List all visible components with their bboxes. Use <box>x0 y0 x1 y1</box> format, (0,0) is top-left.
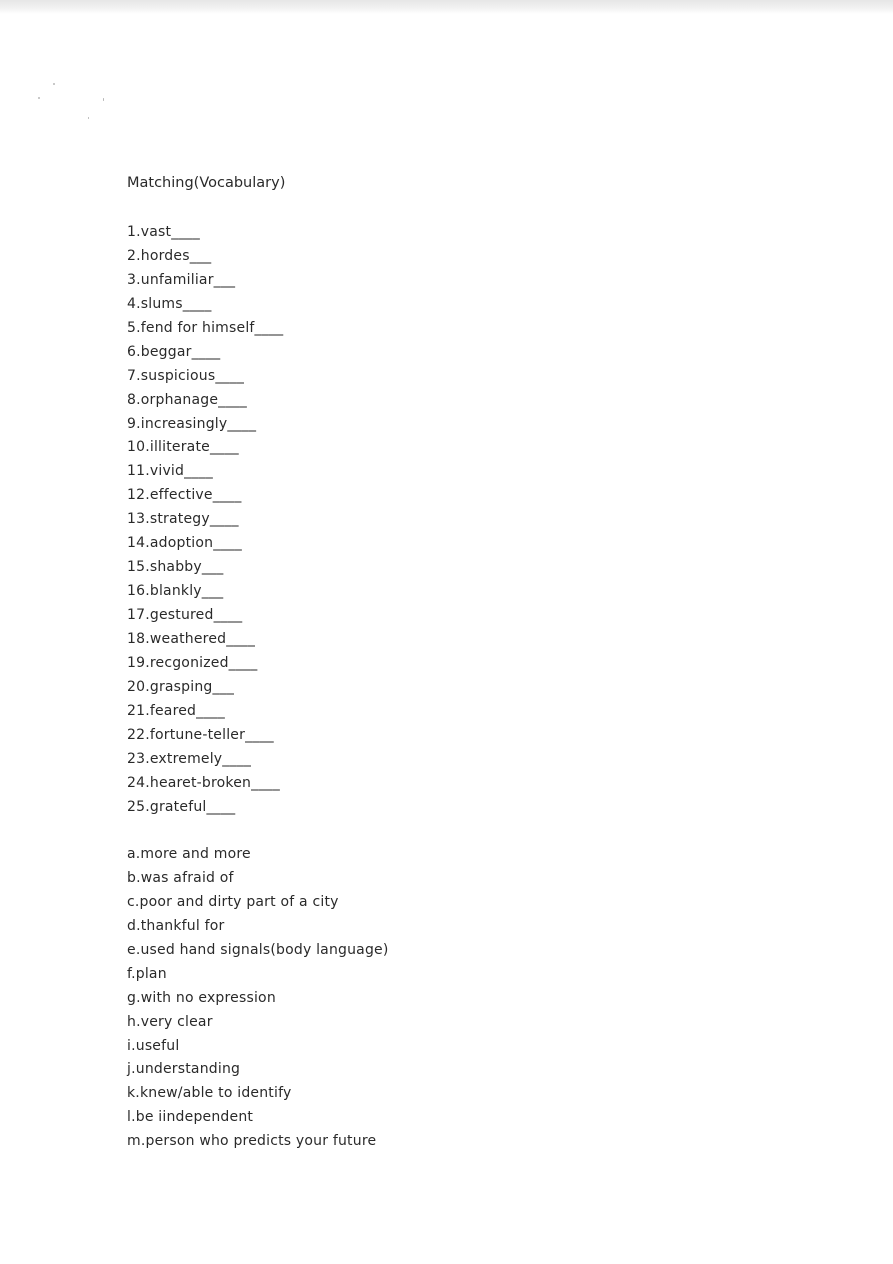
definition-list <box>127 843 389 1154</box>
term-item: 9.increasingly____ <box>127 415 257 432</box>
definition-item: i.useful <box>127 1037 180 1054</box>
term-item: 25.grateful____ <box>127 798 236 815</box>
term-item: 19.recgonized____ <box>127 654 258 671</box>
definition-item: b.was afraid of <box>127 869 234 886</box>
definition-item: f.plan <box>127 965 167 982</box>
term-item: 24.hearet-broken____ <box>127 774 280 791</box>
term-item: 16.blankly___ <box>127 583 224 600</box>
term-item: 3.unfamiliar___ <box>127 271 236 288</box>
term-item: 4.slums____ <box>127 295 212 312</box>
definition-item: c.poor and dirty part of a city <box>127 893 339 910</box>
term-item: 15.shabby___ <box>127 559 224 576</box>
term-item: 1.vast____ <box>127 224 201 240</box>
term-item: 2.hordes___ <box>127 247 212 264</box>
definition-item: m.person who predicts your future <box>127 1133 377 1150</box>
term-item: 23.extremely____ <box>127 750 252 767</box>
term-item: 5.fend for himself____ <box>127 319 284 336</box>
term-item: 8.orphanage____ <box>127 391 247 408</box>
definition-item: g.with no expression <box>127 989 276 1006</box>
definition-item: l.be iindependent <box>127 1109 254 1126</box>
term-item: 20.grasping___ <box>127 678 235 695</box>
scan-edge <box>0 0 893 14</box>
vocabulary-term-list <box>127 221 283 819</box>
term-item: 7.suspicious____ <box>127 367 245 384</box>
scan-speck <box>103 98 104 101</box>
term-item: 6.beggar____ <box>127 343 221 360</box>
scan-speck <box>88 117 89 119</box>
definition-item: a.more and more <box>127 846 251 862</box>
term-item: 22.fortune-teller____ <box>127 726 274 743</box>
term-item: 13.strategy____ <box>127 511 239 528</box>
scan-speck <box>53 83 55 85</box>
scan-speck <box>38 97 40 99</box>
definition-item: k.knew/able to identify <box>127 1085 292 1102</box>
definition-item: j.understanding <box>127 1061 241 1078</box>
page-title: Matching(Vocabulary) <box>127 175 286 191</box>
term-item: 11.vivid____ <box>127 463 213 480</box>
term-item: 21.feared____ <box>127 702 225 719</box>
term-item: 10.illiterate____ <box>127 439 239 456</box>
definition-item: d.thankful for <box>127 917 225 934</box>
definition-item: e.used hand signals(body language) <box>127 941 389 958</box>
term-item: 18.weathered____ <box>127 630 256 647</box>
definition-item: h.very clear <box>127 1013 213 1030</box>
term-item: 17.gestured____ <box>127 607 243 623</box>
term-item: 12.effective____ <box>127 487 242 504</box>
term-item: 14.adoption____ <box>127 535 242 552</box>
